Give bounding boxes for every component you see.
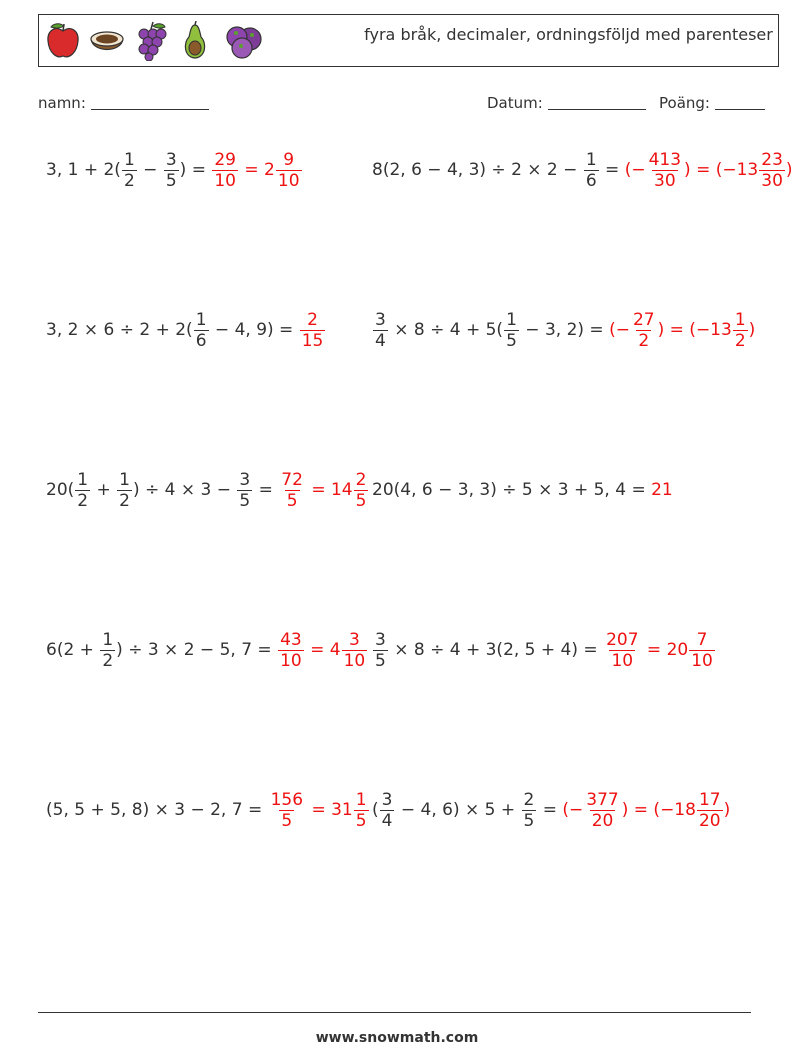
fraction	[212, 150, 238, 191]
answer	[299, 310, 327, 351]
fraction-numerator: 1	[734, 309, 746, 330]
fraction	[647, 150, 683, 191]
expression-text: (−	[609, 320, 630, 340]
fraction-denominator: 6	[195, 330, 207, 351]
worksheet-title: fyra bråk, decimaler, ordningsföljd med parenteser	[364, 25, 773, 44]
fraction-denominator: 20	[698, 810, 721, 831]
expression-text: 8(2, 6 − 4, 3) ÷ 2 × 2 −	[372, 160, 583, 180]
fraction	[604, 630, 640, 671]
date-blank[interactable]	[548, 95, 646, 110]
fraction	[373, 310, 388, 351]
fraction-numerator: 1	[195, 309, 207, 330]
fraction-numerator: 23	[761, 149, 783, 170]
fraction	[759, 150, 785, 191]
fraction-numerator: 9	[283, 149, 295, 170]
expression-text: ) = (−13	[657, 320, 732, 340]
fraction-numerator: 156	[270, 789, 304, 810]
fraction-denominator: 5	[286, 490, 298, 511]
fraction	[122, 150, 137, 191]
fraction	[276, 150, 302, 191]
expression-text: )	[785, 160, 793, 180]
name-label: namn:	[38, 94, 86, 112]
fraction	[278, 630, 304, 671]
expression-text: − 4, 6) × 5 +	[395, 800, 521, 820]
expression-text: ) ÷ 4 × 3 −	[132, 480, 237, 500]
fraction-denominator: 5	[506, 330, 517, 351]
fraction-numerator: 1	[355, 789, 367, 810]
fraction	[117, 470, 132, 511]
expression-text: − 3, 2) =	[519, 320, 610, 340]
fraction-denominator: 2	[77, 490, 89, 511]
expression-text: × 8 ÷ 4 + 3(2, 5 + 4) =	[388, 640, 604, 660]
fraction-denominator: 5	[281, 810, 293, 831]
answer	[278, 470, 369, 511]
fraction	[354, 790, 369, 831]
fraction-denominator: 4	[381, 810, 393, 831]
fraction-numerator: 2	[307, 309, 318, 330]
fraction-denominator: 10	[280, 650, 302, 671]
expression-text: 20(4, 6 − 3, 3) ÷ 5 × 3 + 5, 4 =	[372, 480, 652, 500]
fraction-numerator: 1	[123, 149, 135, 170]
fraction-numerator: 413	[648, 149, 682, 170]
fraction-denominator: 30	[654, 170, 676, 191]
fraction-numerator: 72	[281, 469, 303, 490]
fraction	[733, 310, 748, 351]
fraction-denominator: 10	[214, 170, 236, 191]
fraction-numerator: 3	[381, 789, 393, 810]
apple-icon	[45, 21, 81, 61]
expression-text: −	[137, 160, 163, 180]
expression-text: =	[537, 800, 563, 820]
footer-divider	[38, 1012, 751, 1013]
coconut-icon	[89, 21, 125, 61]
date-label: Datum:	[487, 94, 543, 112]
score-field	[659, 94, 765, 112]
fraction	[689, 630, 715, 671]
fraction-denominator: 2	[102, 650, 114, 671]
fraction-numerator: 1	[506, 309, 517, 330]
expression-text: (−	[624, 160, 646, 180]
fraction	[373, 630, 388, 671]
fraction	[631, 310, 657, 351]
expression-text: =	[253, 480, 279, 500]
score-blank[interactable]	[715, 95, 765, 110]
answer	[562, 790, 730, 831]
fraction	[354, 470, 369, 511]
problem-9	[46, 782, 370, 838]
fraction-numerator: 29	[214, 149, 236, 170]
problem-5	[46, 462, 369, 518]
fraction-denominator: 6	[585, 170, 597, 191]
expression-text: 3, 1 + 2(	[46, 160, 121, 180]
expression-text: ) ÷ 3 × 2 − 5, 7 =	[116, 640, 278, 660]
expression-text: = 14	[305, 480, 353, 500]
fraction-numerator: 1	[102, 629, 114, 650]
fraction-denominator: 5	[523, 810, 535, 831]
answer	[625, 150, 793, 191]
expression-text: (−	[562, 800, 584, 820]
answer	[211, 150, 302, 191]
expression-text: 3, 2 × 6 ÷ 2 + 2(	[46, 320, 193, 340]
plums-icon	[221, 21, 265, 61]
name-blank[interactable]	[91, 95, 209, 110]
problem-4	[372, 302, 755, 358]
grapes-icon	[133, 21, 169, 61]
fraction-numerator: 2	[523, 789, 535, 810]
expression-text: = 2	[239, 160, 275, 180]
worksheet-header	[38, 14, 779, 67]
answer	[268, 790, 370, 831]
fraction-numerator: 1	[119, 469, 130, 490]
fraction-denominator: 5	[239, 490, 251, 511]
fraction-numerator: 3	[375, 309, 386, 330]
fraction-denominator: 10	[611, 650, 634, 671]
fraction-numerator: 27	[632, 309, 655, 330]
fraction-numerator: 377	[586, 789, 619, 810]
footer-url[interactable]: www.snowmath.com	[315, 1030, 479, 1046]
answer	[651, 480, 673, 500]
fraction	[75, 470, 90, 511]
fraction-numerator: 43	[280, 629, 302, 650]
fraction-numerator: 2	[355, 469, 367, 490]
expression-text: )	[748, 320, 756, 340]
expression-text: (	[372, 800, 379, 820]
fraction	[279, 470, 305, 511]
fraction	[522, 790, 537, 831]
fraction	[504, 310, 519, 351]
fraction	[342, 630, 368, 671]
problem-2	[372, 142, 793, 198]
expression-text: )	[723, 800, 731, 820]
fraction-denominator: 10	[691, 650, 713, 671]
expression-text: 20(	[46, 480, 75, 500]
fraction-numerator: 17	[698, 789, 721, 810]
fraction	[100, 630, 115, 671]
fraction	[584, 790, 620, 831]
fraction-numerator: 1	[77, 469, 89, 490]
problem-3	[46, 302, 326, 358]
fraction	[697, 790, 723, 831]
expression-text: ) =	[179, 160, 212, 180]
expression-text: = 31	[306, 800, 353, 820]
expression-text: 21	[651, 480, 673, 500]
fraction-numerator: 3	[165, 149, 177, 170]
answer	[277, 630, 368, 671]
fraction-numerator: 3	[375, 629, 386, 650]
expression-text: ) = (−18	[621, 800, 696, 820]
fraction	[269, 790, 305, 831]
problem-1	[46, 142, 303, 198]
fraction-denominator: 5	[355, 810, 367, 831]
expression-text: ) = (−13	[684, 160, 759, 180]
fraction-numerator: 3	[239, 469, 251, 490]
fraction-denominator: 15	[301, 330, 324, 351]
fraction-denominator: 30	[761, 170, 783, 191]
expression-text: × 8 ÷ 4 + 5(	[388, 320, 504, 340]
problem-6	[372, 462, 673, 518]
expression-text: (5, 5 + 5, 8) × 3 − 2, 7 =	[46, 800, 268, 820]
fraction-denominator: 20	[591, 810, 614, 831]
expression-text: =	[599, 160, 625, 180]
fraction	[584, 150, 599, 191]
fraction	[164, 150, 179, 191]
fraction	[194, 310, 209, 351]
fraction-numerator: 207	[606, 629, 639, 650]
fraction-denominator: 5	[375, 650, 386, 671]
fraction-denominator: 2	[119, 490, 130, 511]
problem-10	[372, 782, 730, 838]
fraction-numerator: 1	[585, 149, 597, 170]
fraction-numerator: 3	[349, 629, 360, 650]
fraction-denominator: 10	[343, 650, 366, 671]
pear-icon	[177, 21, 213, 61]
expression-text: − 4, 9) =	[209, 320, 299, 340]
expression-text: 6(2 +	[46, 640, 100, 660]
expression-text: = 4	[304, 640, 341, 660]
fruit-icons	[45, 21, 265, 61]
problem-8	[372, 622, 716, 678]
expression-text: = 20	[641, 640, 689, 660]
answer	[609, 310, 755, 351]
score-label: Poäng:	[659, 94, 710, 112]
fraction-denominator: 5	[355, 490, 367, 511]
fraction	[380, 790, 395, 831]
expression-text: +	[91, 480, 117, 500]
date-field	[487, 94, 646, 112]
problem-7	[46, 622, 368, 678]
fraction-denominator: 5	[165, 170, 177, 191]
fraction-denominator: 4	[375, 330, 386, 351]
fraction-denominator: 2	[734, 330, 746, 351]
fraction	[237, 470, 252, 511]
answer	[603, 630, 716, 671]
fraction-denominator: 2	[638, 330, 650, 351]
name-field	[38, 94, 209, 112]
fraction-denominator: 2	[123, 170, 135, 191]
fraction	[300, 310, 326, 351]
fraction-numerator: 7	[696, 629, 708, 650]
fraction-denominator: 10	[277, 170, 300, 191]
